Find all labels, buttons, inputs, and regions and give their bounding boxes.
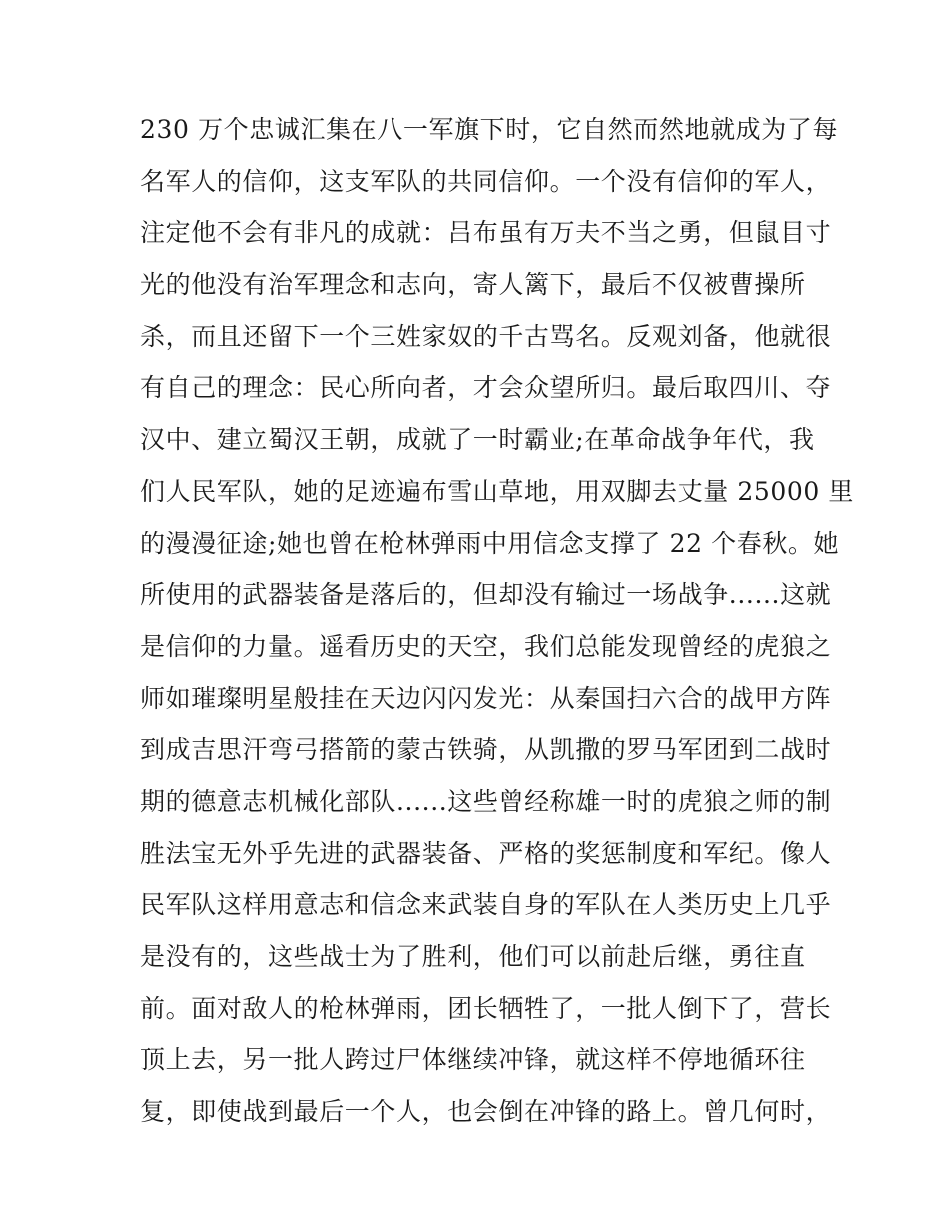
- text-line: 230 万个忠诚汇集在八一军旗下时，它自然而然地就成为了每: [140, 115, 839, 144]
- text-line: 汉中、建立蜀汉王朝，成就了一时霸业;在革命战争年代，我: [140, 425, 815, 455]
- text-line: 名军人的信仰，这支军队的共同信仰。一个没有信仰的军人，: [140, 166, 832, 196]
- text-line: 民军队这样用意志和信念来武装自身的军队在人类历史上几乎: [140, 890, 832, 920]
- text-line: 顶上去，另一批人跨过尸体继续冲锋，就这样不停地循环往: [140, 1045, 806, 1075]
- text-line: 杀，而且还留下一个三姓家奴的千古骂名。反观刘备，他就很: [140, 321, 832, 351]
- text-line: 的漫漫征途;她也曾在枪林弹雨中用信念支撑了 22 个春秋。她: [140, 528, 840, 558]
- text-line: 师如璀璨明星般挂在天边闪闪发光：从秦国扫六合的战甲方阵: [140, 683, 832, 713]
- text-line: 所使用的武器装备是落后的，但却没有输过一场战争......这就: [140, 580, 832, 610]
- text-line: 有自己的理念：民心所向者，才会众望所归。最后取四川、夺: [140, 373, 832, 403]
- text-line: 们人民军队，她的足迹遍布雪山草地，用双脚去丈量 25000 里: [140, 476, 855, 506]
- text-line: 胜法宝无外乎先进的武器装备、严格的奖惩制度和军纪。像人: [140, 838, 832, 868]
- body-paragraph: [140, 104, 855, 1138]
- text-line: 复，即使战到最后一个人，也会倒在冲锋的路上。曾几何时，: [140, 1097, 832, 1127]
- text-line: 期的德意志机械化部队......这些曾经称雄一时的虎狼之师的制: [140, 786, 832, 816]
- text-line: 光的他没有治军理念和志向，寄人篱下，最后不仅被曹操所: [140, 270, 806, 300]
- text-line: 到成吉思汗弯弓搭箭的蒙古铁骑，从凯撒的罗马军团到二战时: [140, 735, 832, 765]
- text-line: 是信仰的力量。遥看历史的天空，我们总能发现曾经的虎狼之: [140, 631, 832, 661]
- text-line: 是没有的，这些战士为了胜利，他们可以前赴后继，勇往直: [140, 942, 806, 971]
- text-line: 注定他不会有非凡的成就：吕布虽有万夫不当之勇，但鼠目寸: [140, 218, 832, 248]
- text-line: 前。面对敌人的枪林弹雨，团长牺牲了，一批人倒下了，营长: [140, 993, 832, 1023]
